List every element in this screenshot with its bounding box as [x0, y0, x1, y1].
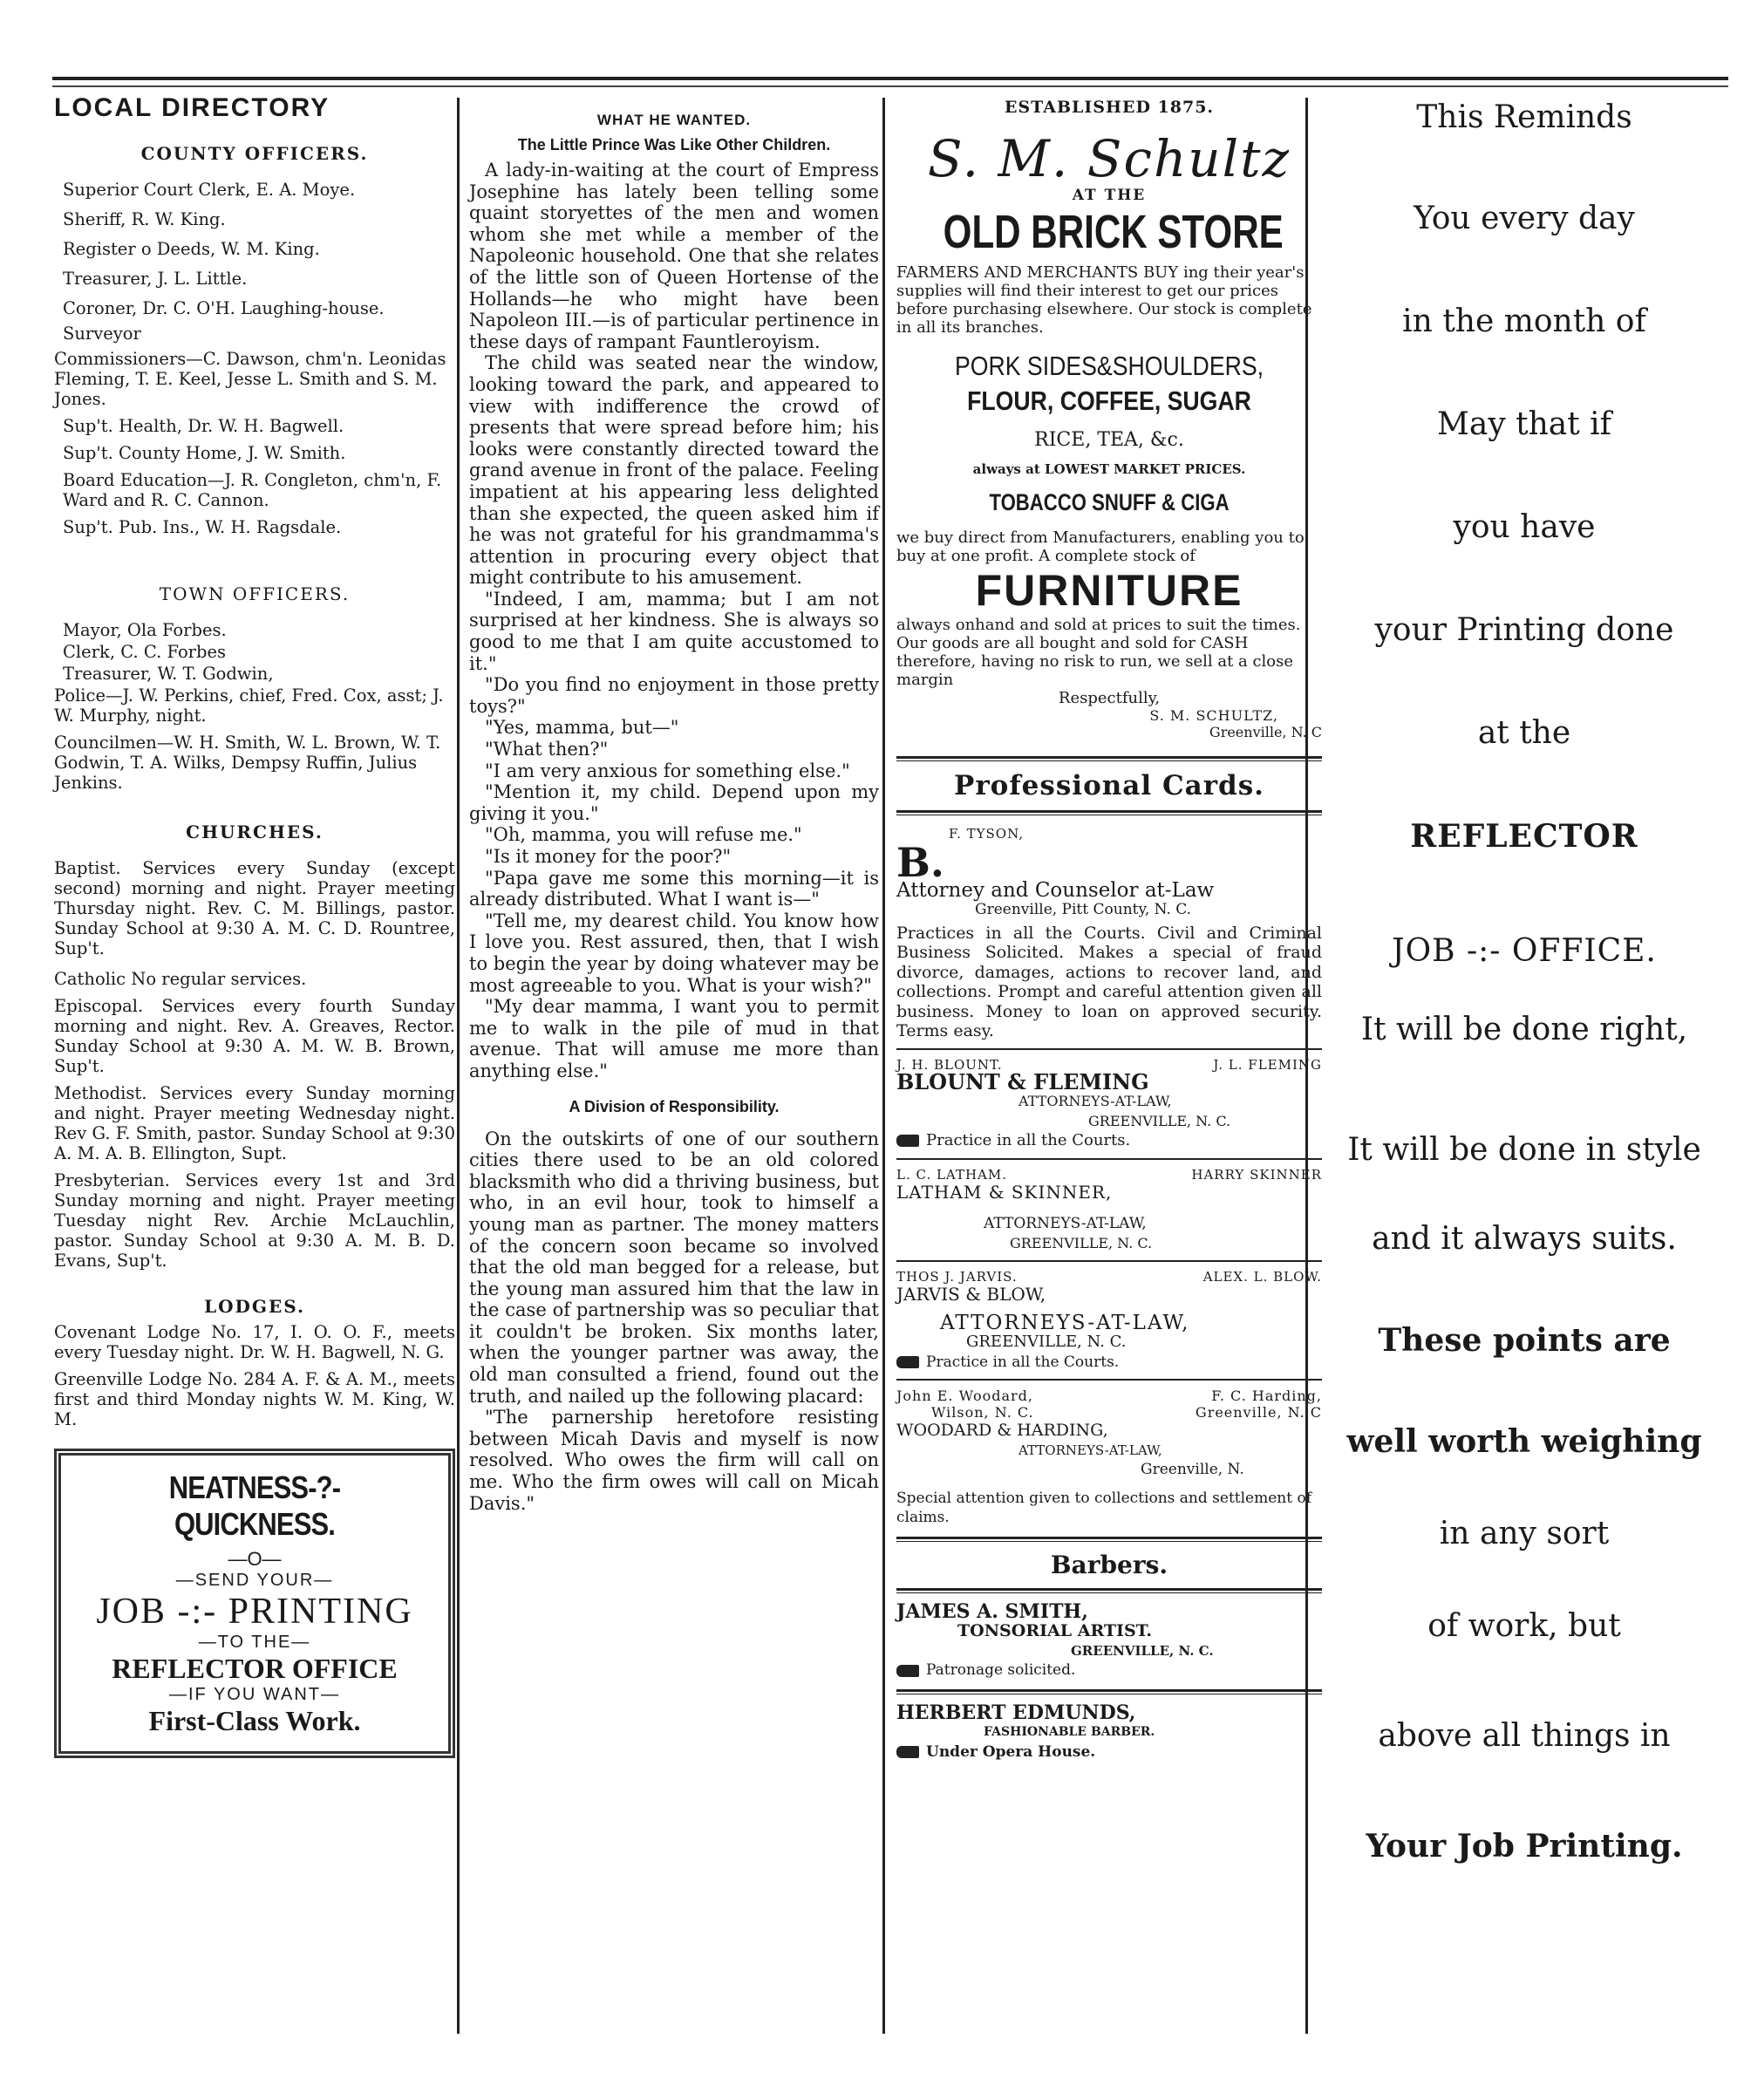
reminder-line: Your Job Printing. — [1366, 1828, 1683, 1865]
job-printing-ad — [54, 1449, 455, 1758]
ad-divider: —O— — [228, 1548, 282, 1570]
card-place: GREENVILLE, N. C. — [966, 1333, 1127, 1351]
card-partner-left: L. C. LATHAM. — [896, 1166, 1007, 1183]
story-paragraph: "Mention it, my child. Depend upon my giving it you." — [469, 781, 879, 824]
list-item: Clerk, C. C. Forbes — [63, 642, 227, 662]
card-partner-right: HARRY SKINNER — [1191, 1166, 1322, 1183]
card-title: FASHIONABLE BARBER. — [984, 1725, 1155, 1739]
list-item: Treasurer, W. T. Godwin, — [63, 664, 274, 684]
story-paragraph: "Do you find no enjoyment in those pretty toys?" — [469, 674, 879, 717]
section-rule — [896, 1588, 1322, 1593]
schultz-terms: always onhand and sold at prices to suit the times. Our goods are all bought and sold for CASH therefore, having no risk to run, we sell at a close margin — [896, 616, 1301, 689]
reminder-line: These points are — [1378, 1322, 1671, 1359]
pointing-hand-icon — [896, 1665, 919, 1677]
card-firm: JARVIS & BLOW, — [896, 1284, 1046, 1305]
ad-job-printing: JOB -:- PRINTING — [96, 1592, 413, 1632]
column-rule — [457, 98, 460, 2034]
schultz-tobacco: TOBACCO SNUFF & CIGA — [989, 489, 1230, 515]
list-item: Mayor, Ola Forbes. — [63, 620, 227, 640]
reminder-line: of work, but — [1427, 1608, 1621, 1644]
card-rule — [896, 1158, 1322, 1160]
card-firm: WOODARD & HARDING, — [896, 1421, 1108, 1440]
county-officers-list — [54, 180, 455, 537]
ad-office: REFLECTOR OFFICE — [112, 1653, 398, 1684]
column-rule — [882, 98, 885, 2034]
story-paragraph: "My dear mamma, I want you to permit me to walk in the pile of mud in that avenue. That will amuse me more than anything else." — [469, 996, 879, 1081]
list-item: Episcopal. Services every fourth Sunday morning and night. Rev. A. Greaves, Rector. Sunday School at 9:30 A. M. W. B. Brown, Sup't. — [54, 996, 455, 1076]
card-partner-right: F. C. Harding, — [1211, 1388, 1322, 1404]
ad-to-the: —TO THE— — [198, 1633, 311, 1652]
card-note: Special attention given to collections and settlement of claims. — [896, 1489, 1311, 1526]
card-title: Attorney and Counselor at-Law — [896, 878, 1215, 902]
reminder-line: REFLECTOR — [1410, 818, 1638, 855]
card-partner-left: J. H. BLOUNT. — [896, 1056, 1003, 1073]
story-paragraph: "Tell me, my dearest child. You know how I love you. Rest assured, then, that I wish to begin the year by doing whatever may be most agreeable to you. What is your wish?" — [469, 910, 879, 996]
reminder-line: in the month of — [1402, 303, 1646, 339]
reminder-line: It will be done in style — [1347, 1132, 1701, 1168]
card-place: GREENVILLE, N. C. — [1071, 1642, 1214, 1659]
list-item: Catholic No regular services. — [54, 969, 307, 989]
churches-list — [54, 858, 455, 1271]
list-item: Methodist. Services every Sunday morning and night. Prayer meeting Wednesday night. Rev G. F. Smith, pastor. Sunday School at 9:30 A. M. A. B. Ellington, Supt. — [54, 1083, 455, 1163]
section-rule — [896, 1689, 1322, 1694]
story2-body — [469, 1128, 879, 1515]
top-rule-thin — [52, 85, 1728, 87]
town-officers-heading: TOWN OFFICERS. — [159, 583, 351, 604]
card-name: F. TYSON, — [949, 826, 1025, 842]
schultz-furniture: FURNITURE — [975, 566, 1243, 615]
schultz-name: S. M. Schultz — [927, 129, 1291, 188]
advertisements-column — [896, 98, 1322, 1762]
list-item: Coroner, Dr. C. O'H. Laughing-house. — [63, 298, 385, 318]
card-firm: LATHAM & SKINNER, — [896, 1181, 1113, 1203]
story-paragraph: "Indeed, I am, mamma; but I am not surprised at her kindness. She is always so good to me that I am quite accustomed to it." — [469, 588, 879, 674]
list-item: Commissioners—C. Dawson, chm'n. Leonidas Fleming, T. E. Keel, Jesse L. Smith and S. M. Jones. — [54, 349, 446, 409]
pointing-hand-icon — [896, 1356, 919, 1368]
card-title: ATTORNEYS-AT-LAW, — [940, 1311, 1190, 1334]
card-place: GREENVILLE, N. C. — [1010, 1234, 1153, 1251]
county-officers-heading: COUNTY OFFICERS. — [140, 143, 369, 164]
story-paragraph: "What then?" — [485, 739, 609, 760]
ad-first-class: First-Class Work. — [148, 1705, 361, 1736]
card-partner-left-place: Wilson, N. C. — [931, 1404, 1034, 1421]
schultz-at-the: AT THE — [1072, 187, 1147, 204]
stories-column — [469, 98, 879, 1514]
card-rule — [896, 1048, 1322, 1050]
card-name: HERBERT EDMUNDS, — [896, 1701, 1136, 1724]
card-name: JAMES A. SMITH, — [896, 1599, 1088, 1623]
town-officers-list — [54, 620, 455, 793]
schultz-buy-direct: we buy direct from Manufacturers, enabling you to buy at one profit. A complete stock of — [896, 528, 1305, 565]
card-title: ATTORNEYS-AT-LAW, — [984, 1215, 1147, 1232]
card-partner-right-place: Greenville, N. C — [1195, 1404, 1322, 1421]
professional-cards-heading: Professional Cards. — [954, 770, 1264, 801]
list-item: Sup't. Pub. Ins., W. H. Ragsdale. — [63, 517, 342, 537]
story-paragraph: "Yes, mamma, but—" — [485, 717, 679, 739]
story-paragraph: "Papa gave me some this morning—it is already distributed. What I want is—" — [469, 867, 879, 910]
reminder-ad — [1315, 98, 1734, 1866]
card-place: Greenville, N. — [1141, 1461, 1244, 1478]
story2-title: A Division of Responsibility. — [569, 1097, 780, 1115]
reminder-line: in any sort — [1439, 1516, 1610, 1551]
card-note: Practice in all the Courts. — [926, 1353, 1120, 1371]
schultz-respectfully: Respectfully, — [1058, 689, 1161, 707]
story-paragraph: The child was seated near the window, looking toward the park, and appeared to view with indifference the crowd of presents that were spread before him; his looks were constantly directed toward the grand avenue in front of the palace. Feeling impatient at his appearing less delighted than she expected, the queen asked him if he was not grateful for his grandmamma's attention in procuring every object that might contribute to his amusement. — [469, 352, 879, 589]
reminder-line: You every day — [1414, 201, 1635, 236]
reminder-line: your Printing done — [1374, 612, 1674, 648]
directory-title: LOCAL DIRECTORY — [54, 93, 330, 122]
story-paragraph: A lady-in-waiting at the court of Empress Josephine has lately been telling some quaint storyettes of the men and women whom she met while a member of the Napoleonic household. One that she relates of the little son of Queen Hortense of the Hollands—he who might have been Napoleon III.—is of particular pertinence in these days of rampant Fauntleroyism. — [469, 160, 879, 352]
schultz-rice: RICE, TEA, &c. — [1034, 429, 1184, 451]
story-title: WHAT HE WANTED. — [596, 112, 752, 128]
story-paragraph: "I am very anxious for something else." — [485, 760, 850, 781]
card-title: ATTORNEYS-AT-LAW, — [1018, 1093, 1172, 1109]
list-item: Presbyterian. Services every 1st and 3rd Sunday morning and night. Prayer meeting Tuesday night Rev. Archie McLauchlin, pastor. Sunday School at 9:30 A. M. B. D. Evans, Sup't. — [54, 1170, 455, 1271]
list-item: Register o Deeds, W. M. King. — [63, 239, 320, 259]
lodges-list — [54, 1322, 455, 1429]
card-firm: BLOUNT & FLEMING — [896, 1068, 1149, 1094]
list-item: Covenant Lodge No. 17, I. O. O. F., meets every Tuesday night. Dr. W. H. Bagwell, N. G. — [54, 1322, 455, 1362]
barbers-heading: Barbers. — [1050, 1550, 1168, 1579]
section-rule — [896, 1537, 1322, 1542]
reminder-line: JOB -:- OFFICE. — [1392, 933, 1657, 969]
list-item: Sup't. Health, Dr. W. H. Bagwell. — [63, 416, 344, 436]
list-item: Baptist. Services every Sunday (except second) morning and night. Prayer meeting Thursday night. Rev. C. M. Billings, pastor. Sunday School at 9:30 A. M. C. D. Rountree, Sup't. — [54, 858, 455, 958]
list-item: Police—J. W. Perkins, chief, Fred. Cox, asst; J. W. Murphy, night. — [54, 685, 444, 726]
card-edmunds — [896, 1703, 1322, 1762]
reminder-line: and it always suits. — [1372, 1221, 1677, 1257]
schultz-store-name: OLD BRICK STORE — [943, 206, 1284, 258]
card-initial: B. — [896, 838, 944, 886]
list-item: Greenville Lodge No. 284 A. F. & A. M., meets first and third Monday nights W. M. King, W. M. — [54, 1369, 455, 1429]
card-latham — [896, 1167, 1322, 1254]
card-woodard — [896, 1388, 1322, 1528]
list-item: Councilmen—W. H. Smith, W. L. Brown, W. T. Godwin, T. A. Wilks, Dempsy Ruffin, Julius Jenkins. — [54, 733, 441, 793]
card-partner-left: THOS J. JARVIS. — [896, 1269, 1018, 1285]
top-rule — [52, 77, 1728, 80]
card-rule — [896, 1260, 1322, 1262]
list-item: Sheriff, R. W. King. — [63, 209, 226, 229]
schultz-flour: FLOUR, COFFEE, SUGAR — [967, 385, 1251, 416]
reminder-line: well worth weighing — [1346, 1423, 1702, 1460]
local-directory — [54, 93, 455, 1758]
card-place: GREENVILLE, N. C. — [1088, 1112, 1231, 1129]
card-partner-right: ALEX. L. BLOW. — [1202, 1269, 1322, 1285]
card-blount — [896, 1057, 1322, 1151]
card-note: Practice in all the Courts. — [926, 1131, 1131, 1149]
story-body — [469, 160, 879, 1082]
reminder-line: May that if — [1437, 406, 1611, 442]
card-partner-right: J. L. FLEMING — [1213, 1056, 1322, 1073]
list-item: Superior Court Clerk, E. A. Moye. — [63, 180, 356, 200]
story-paragraph: On the outskirts of one of our southern cities there used to be an old colored blacksmith who did a thriving business, but who, in an evil hour, took to himself a young man as partner. The money matters of the concern soon became so involved that the old man begged for a release, but the young man assured him that the law in the case of partnership was so peculiar that it couldn't be broken. Six months later, when the younger partner was away, the old man consulted a friend, found out the truth, and nailed up the following placard: — [469, 1128, 879, 1407]
card-rule — [896, 1379, 1322, 1381]
card-place: Greenville, Pitt County, N. C. — [975, 901, 1192, 918]
card-note: Under Opera House. — [926, 1742, 1096, 1761]
section-rule — [896, 810, 1322, 815]
card-title: ATTORNEYS-AT-LAW, — [1018, 1442, 1162, 1458]
section-rule — [896, 756, 1322, 761]
lodges-heading: LODGES. — [204, 1296, 305, 1317]
schultz-pork: PORK SIDES&SHOULDERS, — [954, 351, 1264, 381]
list-item: Board Education—J. R. Congleton, chm'n, F. Ward and R. C. Cannon. — [63, 470, 442, 510]
story-paragraph: "Is it money for the poor?" — [485, 846, 732, 867]
schultz-ad — [896, 98, 1322, 740]
card-note: Patronage solicited. — [926, 1661, 1076, 1679]
card-smith — [896, 1599, 1322, 1681]
reminder-line: you have — [1453, 509, 1596, 545]
schultz-prices: always at LOWEST MARKET PRICES. — [972, 461, 1246, 477]
card-partner-left: John E. Woodard, — [896, 1388, 1033, 1404]
schultz-place: Greenville, N. C — [1209, 724, 1322, 740]
card-jarvis — [896, 1269, 1322, 1372]
list-item: Surveyor — [63, 324, 141, 344]
story-paragraph: "The parnership heretofore resisting between Micah Davis and myself is now resolved. Who owes the firm will call on me. Who the firm owes will call on Micah Davis." — [469, 1407, 879, 1514]
story-subtitle: The Little Prince Was Like Other Children. — [517, 136, 831, 153]
list-item: Treasurer, J. L. Little. — [63, 269, 248, 289]
pointing-hand-icon — [896, 1135, 919, 1147]
story-paragraph: "Oh, mamma, you will refuse me." — [485, 824, 802, 846]
reminder-line: above all things in — [1378, 1718, 1671, 1754]
list-item: Sup't. County Home, J. W. Smith. — [63, 443, 346, 463]
churches-heading: CHURCHES. — [186, 822, 324, 842]
schultz-signature: S. M. SCHULTZ, — [1149, 707, 1278, 724]
schultz-intro: FARMERS AND MERCHANTS BUY ing their year's supplies will find their interest to get our prices before purchasing elsewhere. Our stock is complete in all its branches. — [896, 263, 1312, 337]
pointing-hand-icon — [896, 1746, 919, 1758]
schultz-established: ESTABLISHED 1875. — [1004, 98, 1215, 117]
reminder-line: This Reminds — [1416, 99, 1632, 135]
card-title: TONSORIAL ARTIST. — [957, 1621, 1152, 1640]
reminder-line: at the — [1477, 715, 1571, 751]
reminder-line: It will be done right, — [1360, 1012, 1688, 1047]
ad-if-you-want: —IF YOU WANT— — [169, 1685, 340, 1704]
card-tyson — [896, 824, 1322, 1041]
ad-send-line: —SEND YOUR— — [175, 1571, 334, 1590]
ad-headline: NEATNESS-?-QUICKNESS. — [168, 1469, 341, 1542]
card-text: Practices in all the Courts. Civil and Criminal Business Solicited. Makes a special of fraud divorce, damages, actions to recover land, and collections. Prompt and careful attention given all business. Money to loan on approved security. Terms easy. — [896, 923, 1322, 1040]
